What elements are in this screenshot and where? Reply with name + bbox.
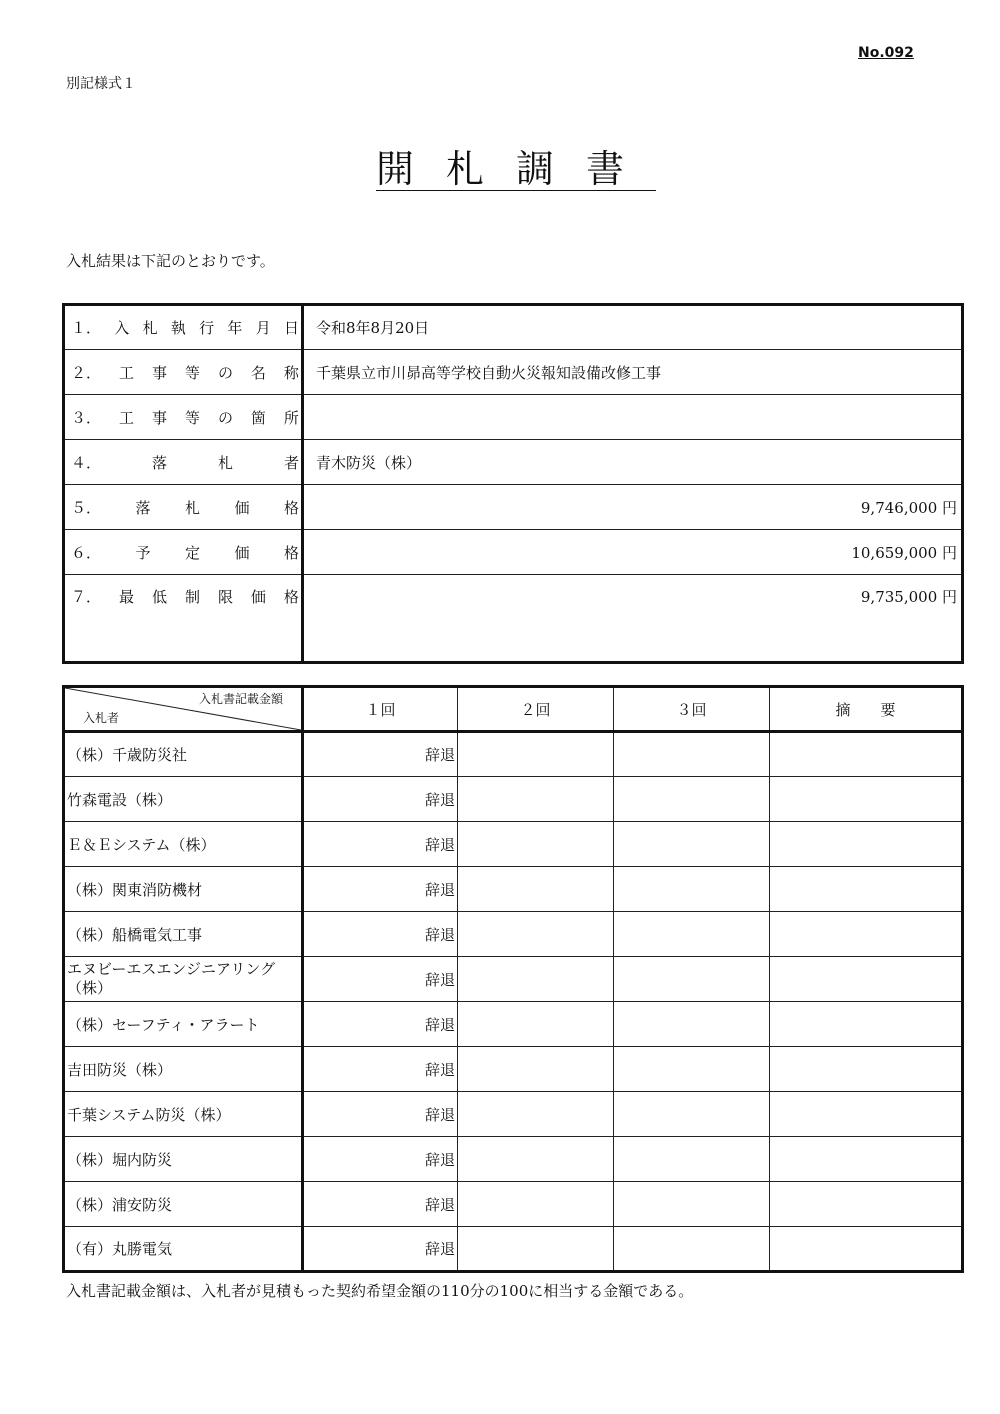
bidder-name: （株）船橋電気工事 bbox=[64, 912, 303, 957]
info-label-char: 限 bbox=[217, 588, 233, 606]
info-label-char: 名 bbox=[250, 363, 266, 382]
info-label-char: ６． bbox=[71, 543, 102, 562]
info-value-cell bbox=[303, 530, 963, 575]
bidder-name: （株）セーフティ・アラート bbox=[64, 1002, 303, 1047]
bidder-row bbox=[64, 1092, 963, 1137]
round2-value bbox=[458, 1137, 614, 1182]
remarks-value bbox=[770, 1227, 963, 1272]
round2-value bbox=[458, 1092, 614, 1137]
info-label-char: 最 bbox=[118, 588, 134, 606]
info-label-char: の bbox=[217, 363, 233, 382]
info-label-char: 定 bbox=[184, 543, 200, 562]
remarks-value bbox=[770, 1047, 963, 1092]
round1-value: 辞退 bbox=[303, 867, 458, 912]
info-label bbox=[64, 350, 303, 395]
info-label-char: 者 bbox=[283, 453, 299, 472]
info-label-char: 低 bbox=[151, 588, 167, 606]
info-value-cell bbox=[303, 350, 963, 395]
info-label-char: 等 bbox=[184, 363, 200, 382]
info-row bbox=[64, 305, 963, 350]
title-char: 書 bbox=[586, 147, 657, 191]
info-label-char: 箇 bbox=[250, 408, 266, 427]
info-value: 千葉県立市川昴高等学校自動火災報知設備改修工事 bbox=[316, 363, 662, 382]
bidder-label: 入札者 bbox=[83, 711, 120, 725]
round3-value bbox=[614, 957, 770, 1002]
round1-value: 辞退 bbox=[303, 1047, 458, 1092]
bidder-row bbox=[64, 1182, 963, 1227]
info-label-char: 工 bbox=[118, 408, 134, 427]
info-row bbox=[64, 440, 963, 485]
bidder-row bbox=[64, 1002, 963, 1047]
info-value: 9,735,000 円 bbox=[860, 588, 957, 606]
form-label: 別記様式１ bbox=[66, 76, 136, 92]
bidder-name: （株）千歳防災社 bbox=[64, 732, 303, 777]
remarks-value bbox=[770, 867, 963, 912]
info-label-char: 札 bbox=[142, 319, 158, 337]
remarks-value bbox=[770, 1092, 963, 1137]
info-label-char: 行 bbox=[199, 319, 215, 337]
round2-value bbox=[458, 957, 614, 1002]
bidders-table-header bbox=[64, 687, 963, 732]
info-label-char: 所 bbox=[283, 408, 299, 427]
info-label-char: 落 bbox=[151, 453, 167, 472]
bidder-row bbox=[64, 1227, 963, 1272]
bidder-row bbox=[64, 732, 963, 777]
bidder-name: （株）浦安防災 bbox=[64, 1182, 303, 1227]
info-value: 令和8年8月20日 bbox=[316, 319, 430, 337]
intro-text: 入札結果は下記のとおりです。 bbox=[66, 252, 275, 270]
info-label-char: 格 bbox=[283, 498, 299, 517]
info-label-char: 制 bbox=[184, 588, 200, 606]
info-label-char: 価 bbox=[250, 588, 266, 606]
info-label-char: 事 bbox=[151, 408, 167, 427]
bidder-row bbox=[64, 912, 963, 957]
info-label-char: １． bbox=[71, 319, 102, 337]
info-label bbox=[64, 440, 303, 485]
info-label-char: 日 bbox=[283, 319, 299, 337]
bidder-name: （株）関東消防機材 bbox=[64, 867, 303, 912]
bidder-row bbox=[64, 822, 963, 867]
round3-value bbox=[614, 867, 770, 912]
document-number: No.092 bbox=[858, 45, 914, 61]
round1-value: 辞退 bbox=[303, 912, 458, 957]
title-char: 開 bbox=[376, 147, 447, 191]
round2-value bbox=[458, 912, 614, 957]
info-label-char: 等 bbox=[184, 408, 200, 427]
header-round3: ３回 bbox=[614, 687, 770, 732]
round1-value: 辞退 bbox=[303, 957, 458, 1002]
round3-value bbox=[614, 777, 770, 822]
remarks-value bbox=[770, 1182, 963, 1227]
info-label-char: 札 bbox=[217, 453, 233, 472]
round2-value bbox=[458, 777, 614, 822]
info-label-char: ５． bbox=[71, 498, 102, 517]
amount-label: 入札書記載金額 bbox=[198, 692, 283, 706]
info-label bbox=[64, 530, 303, 575]
round3-value bbox=[614, 1182, 770, 1227]
round1-value: 辞退 bbox=[303, 822, 458, 867]
bidder-row bbox=[64, 867, 963, 912]
info-label-char: の bbox=[217, 408, 233, 427]
remarks-value bbox=[770, 912, 963, 957]
round1-value: 辞退 bbox=[303, 732, 458, 777]
title-char: 調 bbox=[516, 147, 587, 191]
round3-value bbox=[614, 1002, 770, 1047]
info-label-char: ７． bbox=[71, 588, 102, 606]
info-label-char: ４． bbox=[71, 453, 102, 472]
info-label-char: 年 bbox=[227, 319, 243, 337]
title-char: 札 bbox=[446, 147, 517, 191]
info-label bbox=[64, 305, 303, 350]
info-value-cell bbox=[303, 485, 963, 530]
info-value-cell bbox=[303, 575, 963, 663]
info-row bbox=[64, 530, 963, 575]
info-label-char: 入 bbox=[114, 319, 130, 337]
round2-value bbox=[458, 1047, 614, 1092]
round3-value bbox=[614, 822, 770, 867]
bidder-name: （株）堀内防災 bbox=[64, 1137, 303, 1182]
round1-value: 辞退 bbox=[303, 1137, 458, 1182]
round3-value bbox=[614, 1137, 770, 1182]
info-value: 青木防災（株） bbox=[316, 453, 422, 472]
footnote: 入札書記載金額は、入札者が見積もった契約希望金額の110分の100に相当する金額である。 bbox=[66, 1282, 694, 1300]
info-label-char: 格 bbox=[283, 543, 299, 562]
bidder-row bbox=[64, 777, 963, 822]
info-label-char: 格 bbox=[283, 588, 299, 606]
bidder-row bbox=[64, 1047, 963, 1092]
info-label-char: 価 bbox=[234, 543, 250, 562]
bidder-name: （有）丸勝電気 bbox=[64, 1227, 303, 1272]
header-round1: １回 bbox=[303, 687, 458, 732]
remarks-value bbox=[770, 732, 963, 777]
header-remarks: 摘 要 bbox=[770, 687, 963, 732]
bidder-name: 吉田防災（株） bbox=[64, 1047, 303, 1092]
info-label-char: 称 bbox=[283, 363, 299, 382]
info-label-char: 価 bbox=[234, 498, 250, 517]
info-label bbox=[64, 575, 303, 663]
info-value: 9,746,000 円 bbox=[860, 498, 957, 517]
remarks-value bbox=[770, 957, 963, 1002]
round3-value bbox=[614, 1227, 770, 1272]
round2-value bbox=[458, 732, 614, 777]
round2-value bbox=[458, 1182, 614, 1227]
round3-value bbox=[614, 732, 770, 777]
info-value-cell bbox=[303, 305, 963, 350]
round2-value bbox=[458, 867, 614, 912]
round1-value: 辞退 bbox=[303, 1092, 458, 1137]
bidder-name: 千葉システム防災（株） bbox=[64, 1092, 303, 1137]
info-label-char: ３． bbox=[71, 408, 102, 427]
round2-value bbox=[458, 822, 614, 867]
bidders-table bbox=[62, 685, 964, 1273]
bidder-row bbox=[64, 957, 963, 1002]
info-label-char: 工 bbox=[118, 363, 134, 382]
remarks-value bbox=[770, 777, 963, 822]
round3-value bbox=[614, 1092, 770, 1137]
remarks-value bbox=[770, 1137, 963, 1182]
info-row bbox=[64, 350, 963, 395]
info-label-char: ２． bbox=[71, 363, 102, 382]
bid-info-table bbox=[62, 303, 964, 664]
round1-value: 辞退 bbox=[303, 1002, 458, 1047]
bidder-name: 竹森電設（株） bbox=[64, 777, 303, 822]
bidder-name: Ｅ＆Ｅシステム（株） bbox=[64, 822, 303, 867]
info-label bbox=[64, 395, 303, 440]
info-label-char: 予 bbox=[135, 543, 151, 562]
round1-value: 辞退 bbox=[303, 777, 458, 822]
info-row bbox=[64, 395, 963, 440]
header-diagonal-cell bbox=[64, 687, 303, 732]
round1-value: 辞退 bbox=[303, 1182, 458, 1227]
info-value-cell bbox=[303, 395, 963, 440]
info-label-char: 札 bbox=[184, 498, 200, 517]
info-label-char: 落 bbox=[135, 498, 151, 517]
round1-value: 辞退 bbox=[303, 1227, 458, 1272]
round2-value bbox=[458, 1227, 614, 1272]
remarks-value bbox=[770, 1002, 963, 1047]
page-title bbox=[376, 148, 656, 191]
info-value: 10,659,000 円 bbox=[851, 543, 957, 562]
info-label-char: 月 bbox=[255, 319, 271, 337]
remarks-value bbox=[770, 822, 963, 867]
info-value-cell bbox=[303, 440, 963, 485]
round3-value bbox=[614, 1047, 770, 1092]
info-label-char: 事 bbox=[151, 363, 167, 382]
info-row bbox=[64, 485, 963, 530]
bidder-row bbox=[64, 1137, 963, 1182]
round2-value bbox=[458, 1002, 614, 1047]
round3-value bbox=[614, 912, 770, 957]
info-row bbox=[64, 575, 963, 663]
header-round2: ２回 bbox=[458, 687, 614, 732]
info-label bbox=[64, 485, 303, 530]
info-label-char: 執 bbox=[170, 319, 186, 337]
bidder-name: エヌビーエスエンジニアリング（株） bbox=[64, 957, 303, 1002]
